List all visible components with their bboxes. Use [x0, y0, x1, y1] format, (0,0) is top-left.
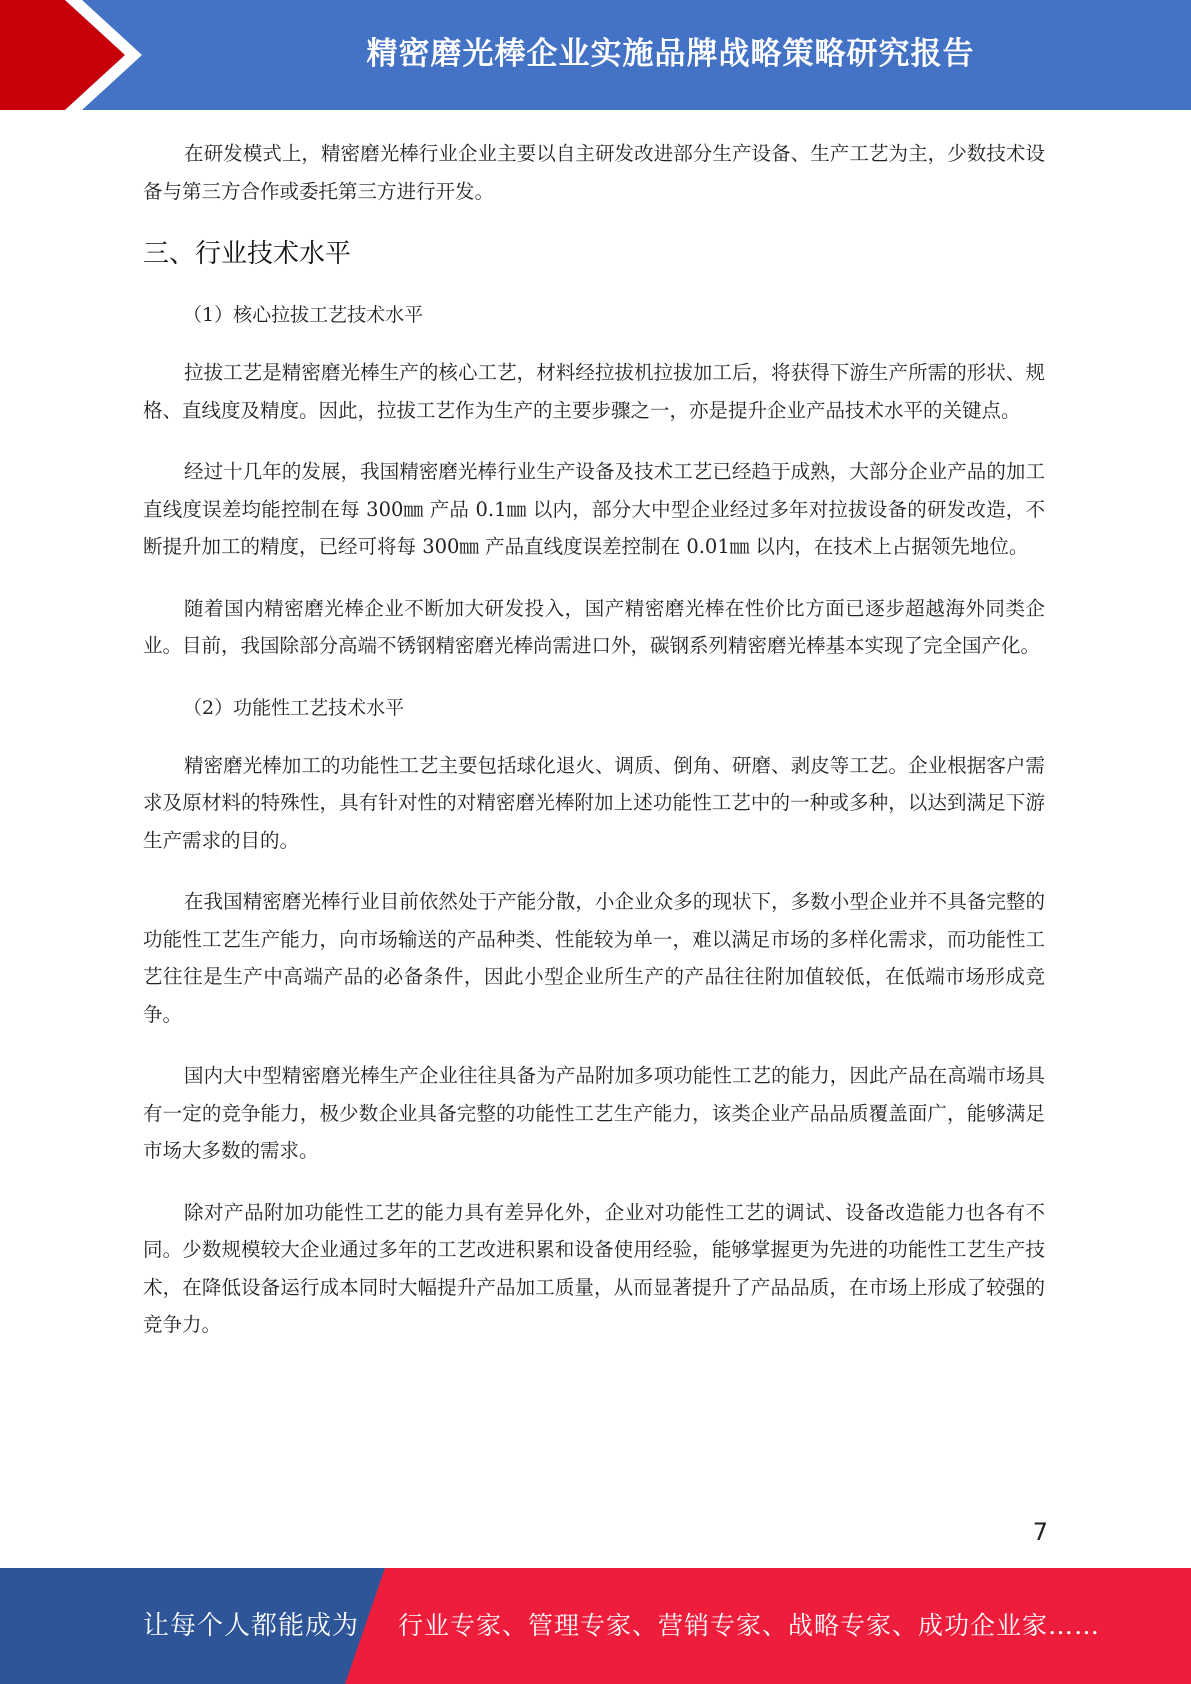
- footer-slogan-right: 行业专家、管理专家、营销专家、战略专家、成功企业家……: [398, 1611, 1101, 1640]
- section-heading: 三、行业技术水平: [143, 239, 352, 269]
- page-footer: [0, 1568, 1191, 1684]
- paragraph: 随着国内精密磨光棒企业不断加大研发投入，国产精密磨光棒在性价比方面已逐步超越海外同类企业。目前，我国除部分高端不锈钢精密磨光棒尚需进口外，碳钢系列精密磨光棒基本实现了完全国产化。: [143, 596, 1045, 657]
- page-number: 7: [1032, 1518, 1048, 1546]
- paragraph: 在我国精密磨光棒行业目前依然处于产能分散，小企业众多的现状下，多数小型企业并不具备完整的功能性工艺生产能力，向市场输送的产品种类、性能较为单一，难以满足市场的多样化需求，而功能性工艺往往是生产中高端产品的必备条件，因此小型企业所生产的产品往往附加值较低，在低端市场形成竞争。: [143, 890, 1045, 1026]
- paragraph: 精密磨光棒加工的功能性工艺主要包括球化退火、调质、倒角、研磨、剥皮等工艺。企业根据客户需求及原材料的特殊性，具有针对性的对精密磨光棒附加上述功能性工艺中的一种或多种，以达到满足下游生产需求的目的。: [143, 753, 1045, 852]
- subheading-functional-process: （2）功能性工艺技术水平: [183, 696, 405, 719]
- document-title: 精密磨光棒企业实施品牌战略策略研究报告: [366, 35, 975, 72]
- footer-slogan-left: 让每个人都能成为: [143, 1611, 360, 1641]
- paragraph: 拉拔工艺是精密磨光棒生产的核心工艺，材料经拉拔机拉拔加工后，将获得下游生产所需的形状、规格、直线度及精度。因此，拉拔工艺作为生产的主要步骤之一，亦是提升企业产品技术水平的关键点。: [143, 361, 1045, 422]
- page-content: [143, 135, 1045, 1368]
- intro-paragraph: 在研发模式上，精密磨光棒行业企业主要以自主研发改进部分生产设备、生产工艺为主，少数技术设备与第三方合作或委托第三方进行开发。: [143, 142, 1045, 203]
- paragraph: 经过十几年的发展，我国精密磨光棒行业生产设备及技术工艺已经趋于成熟，大部分企业产品的加工直线度误差均能控制在每 300㎜ 产品 0.1㎜ 以内，部分大中型企业经过多年对拉拔设备的研发改造，不断提升加工的精度，已经可将每 300㎜ 产品直线度误差控制在 0.01㎜ 以内，在技术上占据领先地位。: [143, 460, 1045, 558]
- paragraph: 除对产品附加功能性工艺的能力具有差异化外，企业对功能性工艺的调试、设备改造能力也各有不同。少数规模较大企业通过多年的工艺改进积累和设备使用经验，能够掌握更为先进的功能性工艺生产技术，在降低设备运行成本同时大幅提升产品加工质量，从而显著提升了产品品质，在市场上形成了较强的竞争力。: [143, 1200, 1045, 1336]
- subheading-core-drawing: （1）核心拉拔工艺技术水平: [183, 304, 424, 326]
- paragraph: 国内大中型精密磨光棒生产企业往往具备为产品附加多项功能性工艺的能力，因此产品在高端市场具有一定的竞争能力，极少数企业具备完整的功能性工艺生产能力，该类企业产品品质覆盖面广，能够满足市场大多数的需求。: [143, 1064, 1045, 1162]
- header-arrow-decoration: [0, 0, 160, 110]
- page-header: [0, 0, 1191, 110]
